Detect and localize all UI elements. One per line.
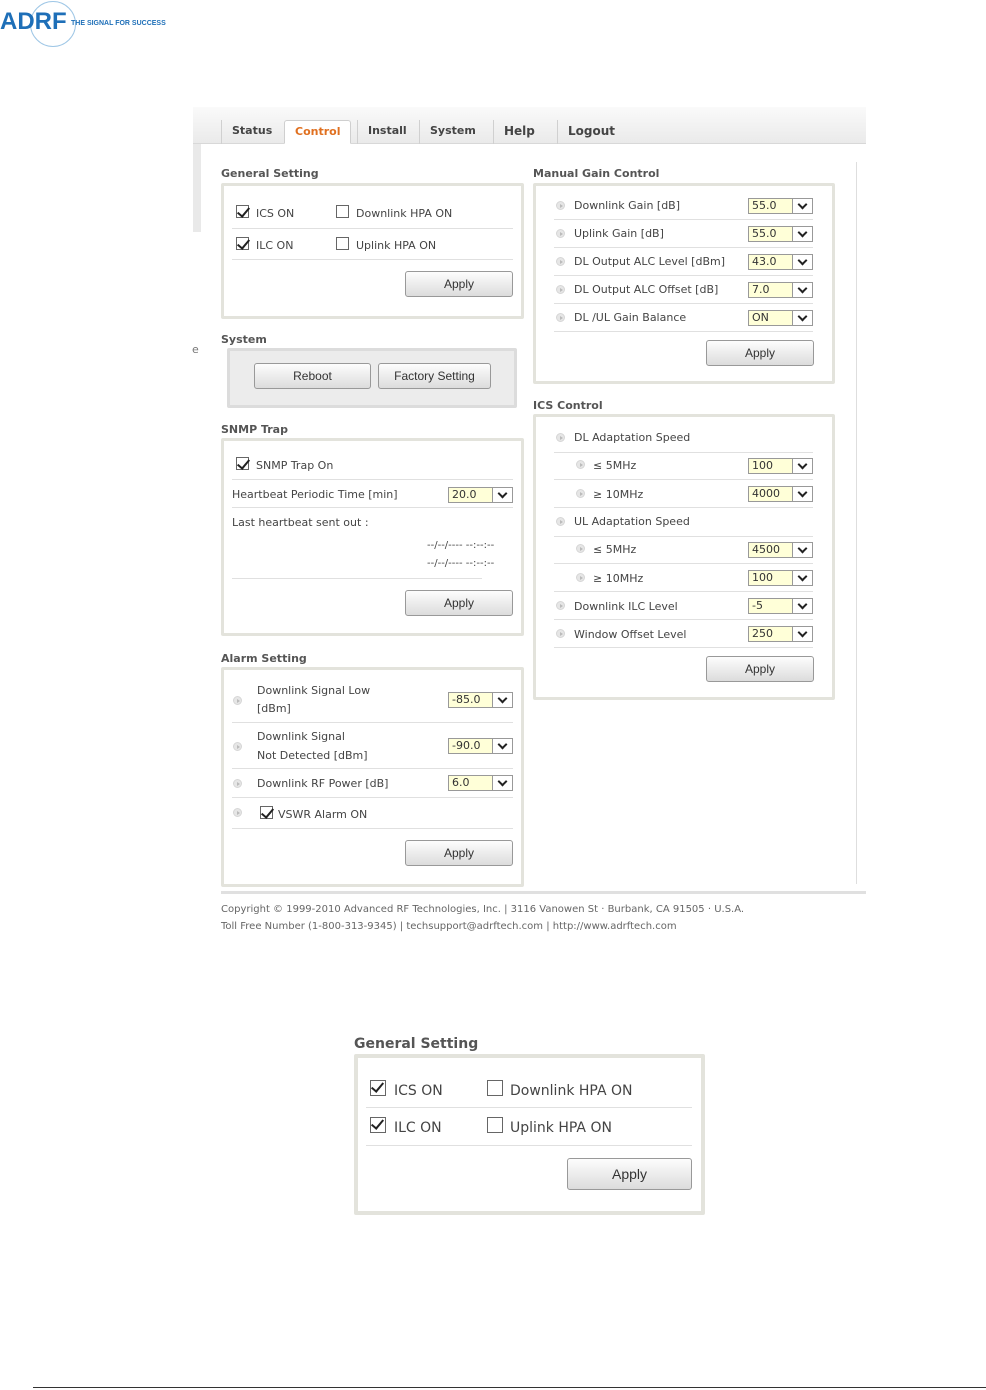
last-heartbeat-value-2: --/--/---- --:--:-- xyxy=(427,558,495,569)
alarm-setting-title: Alarm Setting xyxy=(221,652,307,665)
tab-logout[interactable]: Logout xyxy=(557,120,625,144)
dl-le5-label: ≤ 5MHz xyxy=(593,459,637,472)
ul-le5-select[interactable] xyxy=(748,542,813,558)
bullet-icon xyxy=(556,229,565,238)
ul-ge10-label: ≥ 10MHz xyxy=(593,572,644,585)
dl-adaptation-speed-label: DL Adaptation Speed xyxy=(574,431,691,444)
ul-adaptation-speed-label: UL Adaptation Speed xyxy=(574,515,690,528)
snmp-trap-label: SNMP Trap On xyxy=(256,459,334,472)
tab-status[interactable]: Status xyxy=(221,120,282,144)
window-offset-level-select[interactable] xyxy=(748,626,813,642)
mgc-value: ON xyxy=(752,311,769,324)
downlink-ilc-level-value: -5 xyxy=(752,599,763,612)
factory-setting-button[interactable]: Factory Setting xyxy=(378,363,491,389)
ul-le5-value: 4500 xyxy=(752,543,780,556)
dl-not-detected-label-2: Not Detected [dBm] xyxy=(257,749,368,762)
heartbeat-select[interactable] xyxy=(448,487,513,503)
general-apply-button[interactable]: Apply xyxy=(405,271,513,297)
mgc-apply-button[interactable]: Apply xyxy=(706,340,814,366)
dl-signal-low-select[interactable] xyxy=(448,692,513,708)
bullet-icon xyxy=(576,460,585,469)
dl-ge10-value: 4000 xyxy=(752,487,780,500)
ul-ge10-select[interactable] xyxy=(748,570,813,586)
mgc-label: Downlink Gain [dB] xyxy=(574,199,681,212)
ics-on-checkbox[interactable] xyxy=(236,205,249,218)
divider xyxy=(232,828,513,829)
chevron-down-icon xyxy=(792,571,812,585)
downlink-hpa-label: Downlink HPA ON xyxy=(356,207,453,220)
dl-ge10-select[interactable] xyxy=(748,486,813,502)
zoom-downlink-hpa-label: Downlink HPA ON xyxy=(510,1083,633,1099)
dl-signal-low-value: -85.0 xyxy=(452,693,481,706)
snmp-apply-button[interactable]: Apply xyxy=(405,590,513,616)
divider xyxy=(554,452,813,453)
chevron-down-icon xyxy=(492,488,512,502)
logo-tagline: THE SIGNAL FOR SUCCESS xyxy=(71,20,166,27)
ics-on-label: ICS ON xyxy=(256,207,295,220)
chevron-down-icon xyxy=(492,739,512,753)
bullet-icon xyxy=(556,601,565,610)
dl-alc-level-select[interactable] xyxy=(748,254,813,270)
mgc-label: DL /UL Gain Balance xyxy=(574,311,687,324)
window-offset-level-value: 250 xyxy=(752,627,773,640)
logo: ADRF xyxy=(0,8,67,35)
manual-gain-control-title: Manual Gain Control xyxy=(533,167,660,180)
divider xyxy=(232,479,513,480)
bullet-icon xyxy=(576,489,585,498)
divider xyxy=(554,303,813,304)
dl-signal-low-label-1: Downlink Signal Low xyxy=(257,684,371,697)
reboot-button[interactable]: Reboot xyxy=(254,363,371,389)
zoom-ics-on-label: ICS ON xyxy=(394,1083,443,1099)
bullet-icon xyxy=(233,696,242,705)
heartbeat-value: 20.0 xyxy=(452,488,477,501)
alarm-apply-button[interactable]: Apply xyxy=(405,840,513,866)
mgc-value: 55.0 xyxy=(752,199,777,212)
divider xyxy=(554,219,813,220)
tab-control[interactable]: Control xyxy=(284,120,351,144)
uplink-hpa-label: Uplink HPA ON xyxy=(356,239,437,252)
dl-not-detected-value: -90.0 xyxy=(452,739,481,752)
last-heartbeat-label: Last heartbeat sent out : xyxy=(232,516,369,529)
gain-balance-select[interactable] xyxy=(748,310,813,326)
snmp-trap-checkbox[interactable] xyxy=(236,457,249,470)
chevron-down-icon xyxy=(492,776,512,790)
chevron-down-icon xyxy=(492,693,512,707)
dl-signal-low-label-2: [dBm] xyxy=(257,702,291,715)
dl-not-detected-label-1: Downlink Signal xyxy=(257,730,345,743)
mgc-value: 7.0 xyxy=(752,283,770,296)
ics-apply-button[interactable]: Apply xyxy=(706,656,814,682)
downlink-ilc-level-select[interactable] xyxy=(748,598,813,614)
dl-not-detected-select[interactable] xyxy=(448,738,513,754)
bullet-icon xyxy=(576,573,585,582)
snmp-trap-title: SNMP Trap xyxy=(221,423,288,436)
downlink-gain-select[interactable] xyxy=(748,198,813,214)
zoom-downlink-hpa-checkbox[interactable] xyxy=(487,1080,503,1096)
divider xyxy=(232,228,513,229)
mgc-label: Uplink Gain [dB] xyxy=(574,227,664,240)
divider xyxy=(554,619,813,620)
divider xyxy=(232,259,513,260)
divider xyxy=(554,479,813,480)
divider xyxy=(554,647,813,648)
tab-help[interactable]: Help xyxy=(493,120,545,144)
divider xyxy=(554,331,813,332)
window-offset-level-label: Window Offset Level xyxy=(574,628,687,641)
ul-ge10-value: 100 xyxy=(752,571,773,584)
divider xyxy=(366,1107,692,1108)
zoom-ilc-on-label: ILC ON xyxy=(394,1120,442,1136)
chevron-down-icon xyxy=(792,487,812,501)
bullet-icon xyxy=(556,257,565,266)
ics-control-title: ICS Control xyxy=(533,399,603,412)
side-fragment: e xyxy=(192,343,199,356)
chevron-down-icon xyxy=(792,227,812,241)
zoom-ilc-on-checkbox[interactable] xyxy=(370,1117,386,1133)
bullet-icon xyxy=(556,313,565,322)
mgc-value: 43.0 xyxy=(752,255,777,268)
dl-ge10-label: ≥ 10MHz xyxy=(593,488,644,501)
divider xyxy=(554,275,813,276)
page-bottom-rule xyxy=(33,1387,986,1388)
vswr-alarm-checkbox[interactable] xyxy=(260,806,273,819)
tab-system[interactable]: System xyxy=(419,120,486,144)
downlink-ilc-level-label: Downlink ILC Level xyxy=(574,600,678,613)
bullet-icon xyxy=(556,433,565,442)
ilc-on-checkbox[interactable] xyxy=(236,237,249,250)
downlink-hpa-checkbox[interactable] xyxy=(336,205,349,218)
right-divider xyxy=(856,162,857,884)
dl-rf-power-select[interactable] xyxy=(448,775,513,791)
bullet-icon xyxy=(233,779,242,788)
divider xyxy=(554,247,813,248)
zoom-general-setting-title: General Setting xyxy=(354,1036,479,1052)
dl-rf-power-value: 6.0 xyxy=(452,776,470,789)
ilc-on-label: ILC ON xyxy=(256,239,294,252)
divider xyxy=(554,536,813,537)
mgc-label: DL Output ALC Offset [dB] xyxy=(574,283,719,296)
heartbeat-label: Heartbeat Periodic Time [min] xyxy=(232,488,398,501)
last-heartbeat-value-1: --/--/---- --:--:-- xyxy=(427,540,495,551)
zoom-ics-on-checkbox[interactable] xyxy=(370,1080,386,1096)
bullet-icon xyxy=(556,629,565,638)
dl-rf-power-label: Downlink RF Power [dB] xyxy=(257,777,389,790)
vswr-alarm-label: VSWR Alarm ON xyxy=(278,808,368,821)
bullet-icon xyxy=(576,544,585,553)
ul-le5-label: ≤ 5MHz xyxy=(593,543,637,556)
mgc-label: DL Output ALC Level [dBm] xyxy=(574,255,725,268)
bullet-icon xyxy=(556,285,565,294)
chevron-down-icon xyxy=(792,627,812,641)
bullet-icon xyxy=(556,201,565,210)
divider xyxy=(232,578,482,579)
chevron-down-icon xyxy=(792,283,812,297)
divider xyxy=(366,1145,692,1146)
footer-contact: Toll Free Number (1-800-313-9345) | techsupport@adrftech.com | http://www.adrftech.com xyxy=(221,921,677,932)
chevron-down-icon xyxy=(792,543,812,557)
dl-le5-value: 100 xyxy=(752,459,773,472)
bullet-icon xyxy=(233,808,242,817)
zoom-apply-button[interactable]: Apply xyxy=(567,1158,692,1190)
left-strip xyxy=(193,144,201,232)
system-title: System xyxy=(221,333,267,346)
chevron-down-icon xyxy=(792,199,812,213)
divider xyxy=(554,563,813,564)
footer-divider xyxy=(221,891,866,894)
divider xyxy=(554,507,813,508)
divider xyxy=(554,591,813,592)
dl-le5-select[interactable] xyxy=(748,458,813,474)
chevron-down-icon xyxy=(792,459,812,473)
mgc-value: 55.0 xyxy=(752,227,777,240)
dl-alc-offset-select[interactable] xyxy=(748,282,813,298)
bullet-icon xyxy=(556,517,565,526)
divider xyxy=(232,507,513,508)
uplink-gain-select[interactable] xyxy=(748,226,813,242)
divider xyxy=(232,797,513,798)
chevron-down-icon xyxy=(792,255,812,269)
zoom-uplink-hpa-checkbox[interactable] xyxy=(487,1117,503,1133)
divider xyxy=(232,768,513,769)
chevron-down-icon xyxy=(792,311,812,325)
uplink-hpa-checkbox[interactable] xyxy=(336,237,349,250)
zoom-uplink-hpa-label: Uplink HPA ON xyxy=(510,1120,612,1136)
footer-copyright: Copyright © 1999-2010 Advanced RF Technologies, Inc. | 3116 Vanowen St · Burbank, CA 91505 · U.S.A. xyxy=(221,904,745,915)
general-setting-title: General Setting xyxy=(221,167,319,180)
tab-install[interactable]: Install xyxy=(357,120,417,144)
divider xyxy=(232,722,513,723)
bullet-icon xyxy=(233,742,242,751)
chevron-down-icon xyxy=(792,599,812,613)
